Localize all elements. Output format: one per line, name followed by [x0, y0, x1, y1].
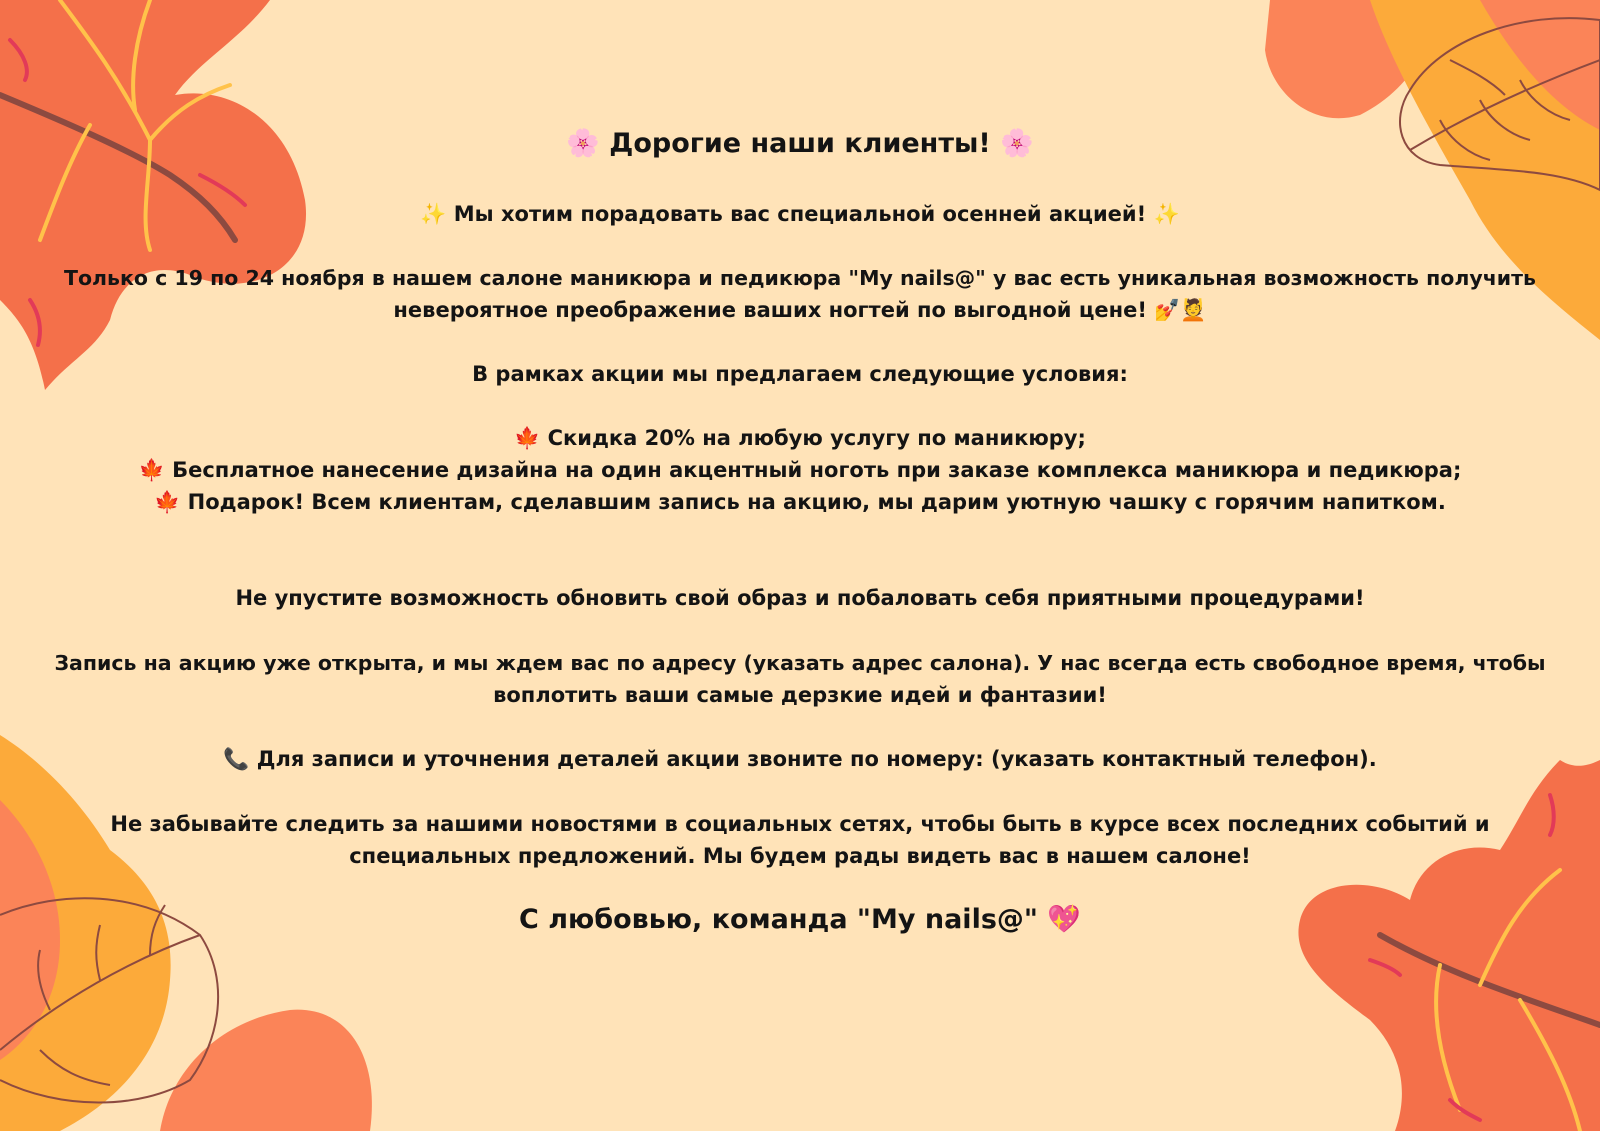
nail-polish-icon: 💅💆 — [1154, 298, 1207, 322]
signature-text: С любовью, команда "My nails@" — [518, 904, 1038, 935]
conditions-intro: В рамках акции мы предлагаем следующие условия: — [472, 362, 1128, 386]
signature — [20, 904, 1580, 936]
booking-line-2: воплотить ваши самые дерзкие идей и фантазии! — [493, 683, 1107, 707]
phone-line — [20, 743, 1580, 775]
flower-icon: 🌸 — [1000, 128, 1034, 159]
sparkling-heart-icon: 💖 — [1047, 904, 1081, 935]
condition-text: Бесплатное нанесение дизайна на один акцентный ноготь при заказе комплекса маникюра и педикюра; — [172, 458, 1462, 482]
call-to-action: Не упустите возможность обновить свой образ и побаловать себя приятными процедурами! — [235, 586, 1365, 610]
flower-icon: 🌸 — [566, 128, 600, 159]
condition-text: Подарок! Всем клиентам, сделавшим запись на акцию, мы дарим уютную чашку с горячим напитком. — [187, 490, 1446, 514]
top-left-maple-leaf — [0, 0, 306, 390]
phone-icon: 📞 — [223, 747, 250, 771]
intro-line — [20, 198, 1580, 230]
heading-text: Дорогие наши клиенты! — [609, 128, 991, 159]
offer-line-1: Только с 19 по 24 ноября в нашем салоне маникюра и педикюра "My nails@" у вас есть уникальная возможность получить — [63, 266, 1537, 290]
sparkles-icon: ✨ — [1153, 202, 1180, 226]
intro-text: Мы хотим порадовать вас специальной осенней акцией! — [453, 202, 1147, 226]
offer-text-2: невероятное преображение ваших ногтей по выгодной цене! — [393, 298, 1147, 322]
booking-line-1: Запись на акцию уже открыта, и мы ждем вас по адресу (указать адрес салона). У нас всегда есть свободное время, чтобы — [54, 651, 1546, 675]
maple-leaf-icon: 🍁 — [514, 426, 541, 450]
condition-item — [20, 422, 1580, 454]
maple-leaf-icon: 🍁 — [138, 458, 165, 482]
sparkles-icon: ✨ — [420, 202, 447, 226]
maple-leaf-icon: 🍁 — [154, 490, 181, 514]
social-line-1: Не забывайте следить за нашими новостями в социальных сетях, чтобы быть в курсе всех последних событий и — [110, 812, 1490, 836]
offer-line-2 — [20, 294, 1580, 326]
phone-text: Для записи и уточнения деталей акции звоните по номеру: (указать контактный телефон). — [256, 747, 1377, 771]
condition-text: Скидка 20% на любую услугу по маникюру; — [547, 426, 1086, 450]
condition-item — [20, 486, 1580, 518]
page-title — [20, 128, 1580, 160]
social-line-2: специальных предложений. Мы будем рады видеть вас в нашем салоне! — [349, 844, 1251, 868]
condition-item — [20, 454, 1580, 486]
